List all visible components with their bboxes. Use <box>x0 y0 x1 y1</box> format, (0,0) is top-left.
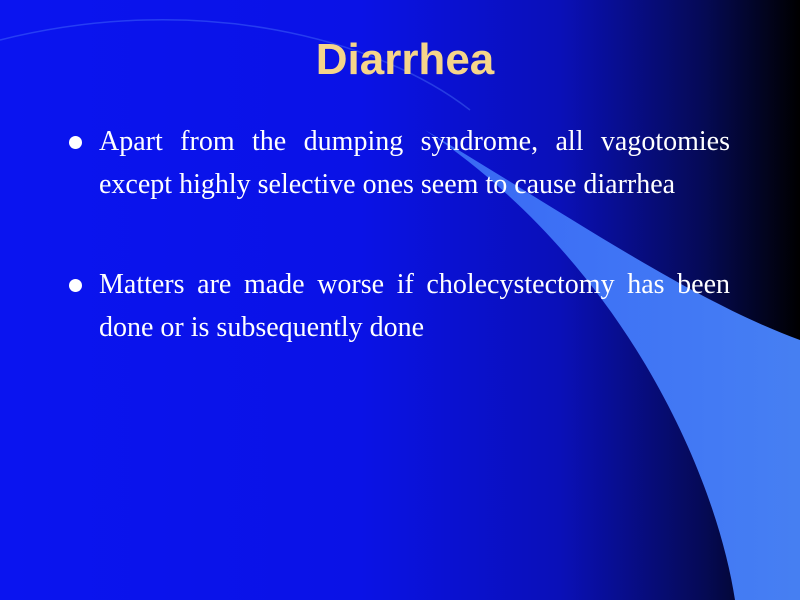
bullet-item <box>68 120 730 206</box>
bullet-dot-icon <box>69 136 82 149</box>
bullet-text: Apart from the dumping syndrome, all vagotomies except highly selective ones seem to cause diarrhea <box>99 126 730 200</box>
bullet-item <box>68 263 730 349</box>
slide-title: Diarrhea <box>315 35 495 84</box>
bullet-dot-icon <box>69 279 82 292</box>
bullet-list <box>68 120 730 349</box>
bullet-text: Matters are made worse if cholecystectomy has been done or is subsequently done <box>99 269 730 343</box>
